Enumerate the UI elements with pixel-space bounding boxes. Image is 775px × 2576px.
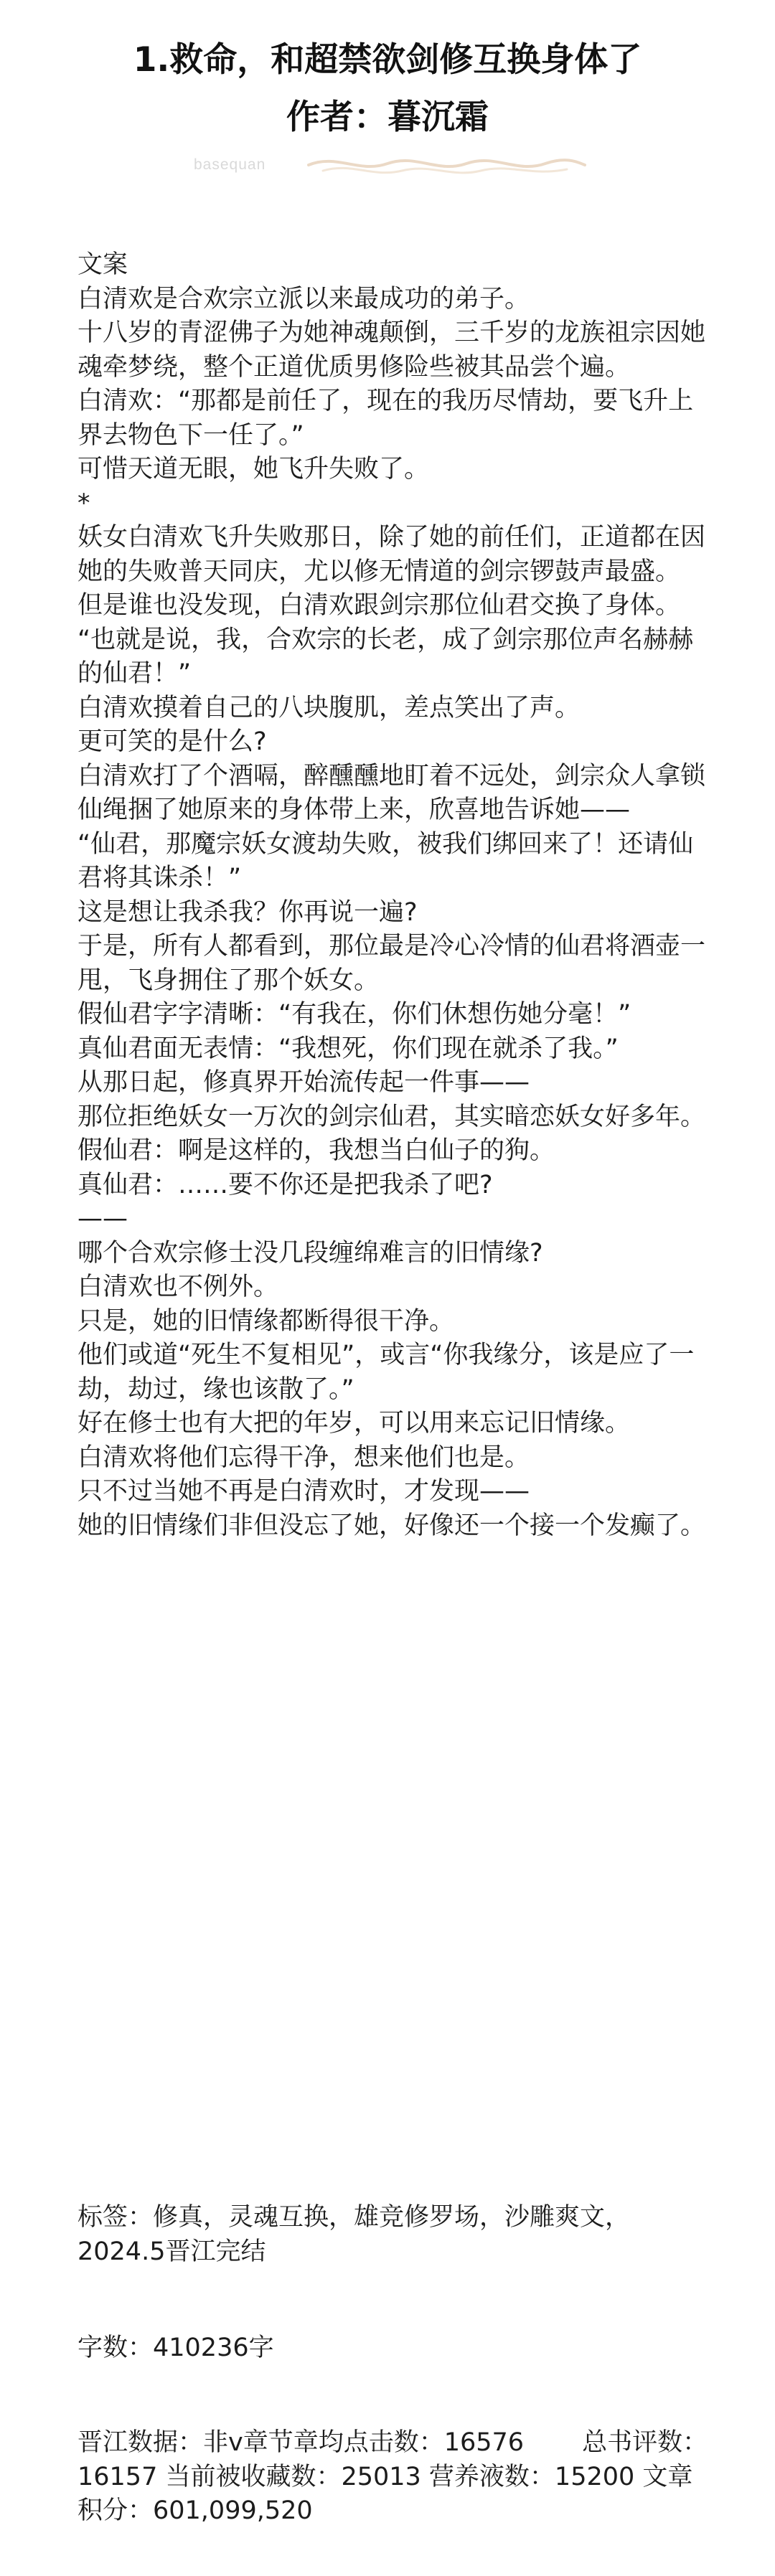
watermark-text: basequan (194, 156, 266, 173)
synopsis-body (78, 248, 709, 1543)
synopsis-line: 更可笑的是什么? (78, 727, 267, 756)
synopsis-line: 假仙君字字清晰：“有我在，你们休想伤她分毫！” (78, 1000, 631, 1029)
synopsis-line: 这是想让我杀我？你再说一遍? (78, 897, 418, 927)
divider-swirl-under (323, 168, 567, 173)
synopsis-line: 文案 (78, 250, 128, 279)
synopsis-line: 好在修士也有大把的年岁，可以用来忘记旧情缘。 (78, 1409, 631, 1438)
synopsis-line: “仙君，那魔宗妖女渡劫失败，被我们绑回来了！还请仙君将其诛杀！” (78, 829, 694, 892)
synopsis-line: 只是，她的旧情缘都断得很干净。 (78, 1306, 455, 1336)
synopsis-line: 他们或道“死生不复相见”，或言“你我缘分，该是应了一劫，劫过，缘也该散了。” (78, 1341, 695, 1404)
synopsis-line: 假仙君：啊是这样的，我想当白仙子的狗。 (78, 1136, 555, 1165)
synopsis-line: 从那日起，修真界开始流传起一件事—— (78, 1068, 530, 1097)
synopsis-line: 那位拒绝妖女一万次的剑宗仙君，其实暗恋妖女好多年。 (78, 1102, 706, 1131)
synopsis-line: 哪个合欢宗修士没几段缠绵难言的旧情缘? (78, 1238, 543, 1268)
divider-ornament (0, 152, 775, 181)
synopsis-line: 真仙君面无表情：“我想死，你们现在就杀了我。” (78, 1034, 619, 1063)
synopsis-line: 白清欢打了个酒嗝，醉醺醺地盯着不远处，剑宗众人拿锁仙绳捆了她原来的身体带上来，欣喜地告诉她—— (78, 761, 706, 824)
synopsis-line: 白清欢也不例外。 (78, 1273, 279, 1301)
divider-swirl (309, 160, 585, 166)
jjwxc-stats: 晋江数据：非v章节章均点击数：16576 总书评数：16157 当前被收藏数：25013 营养液数：15200 文章积分：601,099,520 (78, 2428, 708, 2525)
synopsis-line: “也就是说，我，合欢宗的长老，成了剑宗那位声名赫赫的仙君！” (78, 625, 694, 688)
synopsis-line: 只不过当她不再是白清欢时，才发现—— (78, 1477, 530, 1506)
synopsis-line: 白清欢：“那都是前任了，现在的我历尽情劫，要飞升上界去物色下一任了。” (78, 387, 694, 450)
tags-line: 标签：修真，灵魂互换，雄竞修罗场，沙雕爽文，2024.5晋江完结 (78, 2203, 631, 2266)
synopsis-line: 但是谁也没发现，白清欢跟剑宗那位仙君交换了身体。 (78, 591, 681, 620)
synopsis-line: 可惜天道无眼，她飞升失败了。 (78, 455, 430, 483)
synopsis-line: 她的旧情缘们非但没忘了她，好像还一个接一个发癫了。 (78, 1511, 706, 1540)
synopsis-line: 十八岁的青涩佛子为她神魂颠倒，三千岁的龙族祖宗因她魂牵梦绕，整个正道优质男修险些被其品尝个遍。 (78, 319, 706, 382)
synopsis-line: 于是，所有人都看到，那位最是冷心冷情的仙君将酒壶一甩，飞身拥住了那个妖女。 (78, 932, 706, 995)
synopsis-line: 白清欢摸着自己的八块腹肌，差点笑出了声。 (78, 693, 581, 722)
synopsis-line: 妖女白清欢飞升失败那日，除了她的前任们，正道都在因她的失败普天同庆，尤以修无情道的剑宗锣鼓声最盛。 (78, 523, 706, 586)
synopsis-line: 真仙君：……要不你还是把我杀了吧? (78, 1170, 493, 1199)
synopsis-line: * (78, 489, 90, 518)
author-line: 作者：暮沉霜 (286, 98, 489, 137)
synopsis-line: 白清欢将他们忘得干净，想来他们也是。 (78, 1443, 530, 1472)
word-count: 字数：410236字 (78, 2334, 274, 2362)
book-title: 1.救命，和超禁欲剑修互换身体了 (133, 40, 642, 80)
synopsis-line: —— (78, 1204, 128, 1233)
synopsis-line: 白清欢是合欢宗立派以来最成功的弟子。 (78, 284, 530, 313)
